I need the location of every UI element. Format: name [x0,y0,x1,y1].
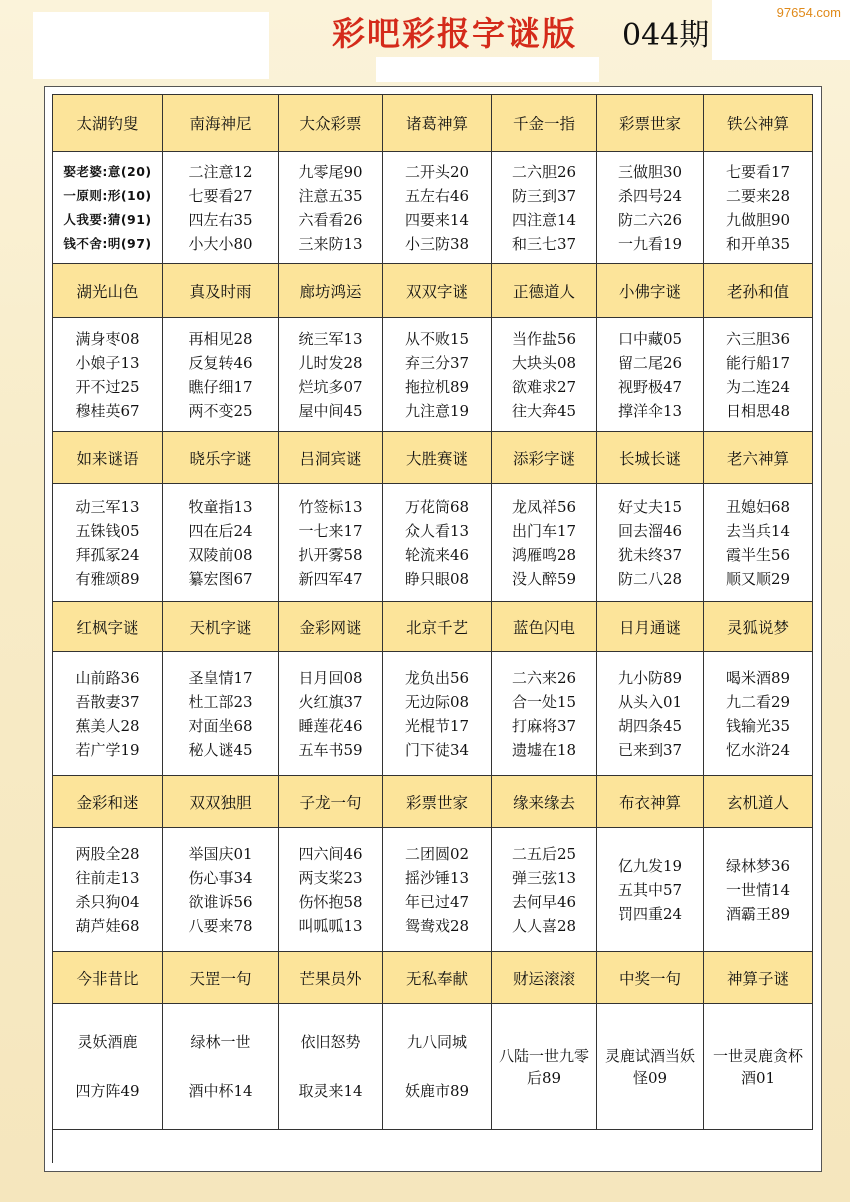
riddle-cell [492,828,597,952]
riddle-cell [597,152,704,264]
riddle-line: 七要看17 [725,162,791,181]
riddle-cell [704,828,813,952]
riddle-line: 五车书59 [298,740,363,759]
column-header: 诸葛神算 [383,95,492,152]
riddle-line: 人人喜28 [511,916,577,935]
riddle-cell [704,318,813,432]
riddle-line: 小大小80 [188,234,253,253]
riddle-line: 龙负出56 [404,668,470,687]
riddle-line: 撑洋伞13 [617,401,683,420]
riddle-line: 穆桂英67 [75,401,140,420]
riddle-line: 秘人谜45 [188,740,253,759]
riddle-line: 日相思48 [725,401,791,420]
riddle-cell [492,652,597,776]
riddle-line: 和三七37 [511,234,577,253]
riddle-cell [597,828,704,952]
column-header: 缘来缘去 [492,776,597,828]
riddle-line: 鸳鸯戏28 [404,916,470,935]
riddle-line: 酒中杯14 [188,1082,253,1100]
riddle-line: 一九看19 [617,234,683,253]
riddle-line: 万花筒68 [404,497,470,516]
column-header: 天机字谜 [163,602,279,652]
riddle-line: 叫呱呱13 [298,916,363,935]
riddle-line: 龙凤祥56 [511,497,577,516]
riddle-cell [279,152,383,264]
column-header: 千金一指 [492,95,597,152]
riddle-line: 二六胆26 [511,162,577,181]
page-title: 彩吧彩报字谜版 [332,14,577,53]
riddle-line: 一世情14 [725,880,791,899]
riddle-line: 打麻将37 [511,716,577,735]
riddle-line: 纂宏图67 [188,569,253,588]
riddle-line: 两不变25 [188,401,253,420]
riddle-line: 小娘子13 [75,353,140,372]
column-header: 彩票世家 [597,95,704,152]
column-header: 正德道人 [492,264,597,318]
riddle-line: 犹未终37 [617,545,683,564]
riddle-line: 八要来78 [188,916,253,935]
riddle-line: 杀只狗04 [75,892,140,911]
riddle-line: 钱输光35 [725,716,791,735]
riddle-cell [492,1004,597,1130]
riddle-line: 烂坑多07 [298,377,363,396]
riddle-line: 已来到37 [617,740,683,759]
riddle-line: 四方阵49 [75,1082,140,1100]
column-header: 金彩和迷 [53,776,163,828]
column-header: 天罡一句 [163,952,279,1004]
riddle-line: 往大奔45 [511,401,577,420]
riddle-line: 弃三分37 [404,353,470,372]
riddle-cell [163,484,279,602]
riddle-line: 二要来28 [725,186,791,205]
riddle-line: 欲难求27 [511,377,577,396]
riddle-line: 为二连24 [725,377,791,396]
riddle-line: 取灵来14 [298,1082,363,1100]
riddle-line: 再相见28 [188,329,253,348]
riddle-cell [597,484,704,602]
riddle-line: 鸿雁鸣28 [511,545,577,564]
riddle-line: 葫芦娃68 [75,916,140,935]
riddle-cell [53,828,163,952]
riddle-line: 三来防13 [298,234,363,253]
riddle-line: 圣皇情17 [188,668,253,687]
riddle-line: 娶老婆:意(20) [63,163,152,179]
riddle-line: 两股全28 [75,844,140,863]
riddle-line: 九做胆90 [725,210,791,229]
riddle-line: 摇沙锤13 [404,868,470,887]
riddle-line: 吾散妻37 [75,692,140,711]
riddle-line: 忆水浒24 [725,740,791,759]
riddle-cell [383,318,492,432]
riddle-line: 小三防38 [404,234,470,253]
riddle-cell [53,318,163,432]
riddle-cell [704,1004,813,1130]
column-header: 南海神尼 [163,95,279,152]
column-header: 双双字谜 [383,264,492,318]
column-header: 如来谜语 [53,432,163,484]
riddle-line: 九二看29 [725,692,791,711]
riddle-line: 出门车17 [511,521,577,540]
riddle-cell [383,152,492,264]
blank-white-box-center [376,57,599,82]
riddle-table [52,94,813,1163]
riddle-cell [163,828,279,952]
riddle-cell [704,652,813,776]
riddle-cell [597,318,704,432]
riddle-line: 门下徒34 [404,740,470,759]
column-header: 小佛字谜 [597,264,704,318]
riddle-line: 去何早46 [511,892,577,911]
riddle-line: 九零尾90 [298,162,363,181]
column-header: 太湖钓叟 [53,95,163,152]
riddle-line: 有雅颂89 [75,569,140,588]
column-header: 无私奉献 [383,952,492,1004]
column-header: 长城长谜 [597,432,704,484]
riddle-cell [163,1004,279,1130]
riddle-line: 防三到37 [511,186,577,205]
riddle-line: 四在后24 [188,521,253,540]
riddle-line: 扒开雾58 [298,545,363,564]
column-header: 晓乐字谜 [163,432,279,484]
riddle-line: 合一处15 [511,692,577,711]
riddle-line: 伤怀抱58 [298,892,363,911]
riddle-line: 钱不舍:明(97) [63,235,152,251]
riddle-cell [383,652,492,776]
riddle-line: 绿林一世 [190,1033,251,1051]
riddle-line: 无边际08 [404,692,470,711]
riddle-line: 三做胆30 [617,162,683,181]
column-header: 真及时雨 [163,264,279,318]
column-header: 添彩字谜 [492,432,597,484]
riddle-line: 若广学19 [75,740,140,759]
column-header: 北京千艺 [383,602,492,652]
riddle-cell [704,152,813,264]
column-header: 老孙和值 [704,264,813,318]
riddle-cell [492,484,597,602]
riddle-line: 屋中间45 [298,401,363,420]
column-header: 今非昔比 [53,952,163,1004]
riddle-line: 九小防89 [617,668,683,687]
column-header: 神算子谜 [704,952,813,1004]
riddle-line: 灵妖酒鹿 [77,1033,138,1051]
riddle-line: 五铢钱05 [75,521,140,540]
riddle-line: 四左右35 [188,210,253,229]
riddle-line: 对面坐68 [188,716,253,735]
column-header: 廊坊鸿运 [279,264,383,318]
riddle-line: 灵鹿试酒当妖怪09 [604,1046,695,1087]
riddle-line: 二注意12 [188,162,253,181]
riddle-cell [597,652,704,776]
riddle-line: 注意五35 [298,186,363,205]
riddle-line: 山前路36 [75,668,140,687]
riddle-line: 防二八28 [617,569,683,588]
riddle-line: 喝米酒89 [725,668,791,687]
riddle-cell [163,652,279,776]
riddle-line: 当作盐56 [511,329,577,348]
riddle-cell [279,1004,383,1130]
riddle-line: 一七来17 [298,521,363,540]
riddle-line: 和开单35 [725,234,791,253]
riddle-line: 二六来26 [511,668,577,687]
column-header: 蓝色闪电 [492,602,597,652]
riddle-cell [383,1004,492,1130]
column-header: 财运滚滚 [492,952,597,1004]
riddle-line: 六三胆36 [725,329,791,348]
riddle-line: 九八同城 [406,1033,467,1051]
riddle-line: 轮流来46 [404,545,470,564]
riddle-line: 九注意19 [404,401,470,420]
riddle-line: 二团圆02 [404,844,470,863]
riddle-line: 五其中57 [617,880,683,899]
riddle-line: 从不败15 [404,329,470,348]
riddle-line: 儿时发28 [298,353,363,372]
riddle-line: 杀四号24 [617,186,683,205]
riddle-line: 回去溜46 [617,521,683,540]
riddle-cell [53,152,163,264]
riddle-line: 伤心事34 [188,868,253,887]
column-header: 大众彩票 [279,95,383,152]
riddle-cell [704,484,813,602]
riddle-cell [163,152,279,264]
riddle-cell [53,1004,163,1130]
riddle-line: 开不过25 [75,377,140,396]
riddle-line: 蕉美人28 [75,716,140,735]
riddle-line: 人我要:猜(91) [63,211,152,227]
riddle-line: 五左右46 [404,186,470,205]
column-header: 湖光山色 [53,264,163,318]
riddle-line: 丑媳妇68 [725,497,791,516]
column-header: 红枫字谜 [53,602,163,652]
riddle-line: 新四军47 [298,569,363,588]
riddle-line: 拖拉机89 [404,377,470,396]
riddle-line: 弹三弦13 [511,868,577,887]
riddle-line: 胡四条45 [617,716,683,735]
riddle-line: 大块头08 [511,353,577,372]
riddle-cell [492,318,597,432]
riddle-line: 口中藏05 [617,329,683,348]
column-header: 芒果员外 [279,952,383,1004]
riddle-line: 一世灵鹿贪杯酒01 [712,1046,803,1087]
riddle-cell [279,828,383,952]
riddle-line: 双陵前08 [188,545,253,564]
riddle-cell [163,318,279,432]
riddle-line: 妖鹿市89 [404,1082,470,1100]
riddle-line: 瞧仔细17 [188,377,253,396]
riddle-line: 去当兵14 [725,521,791,540]
riddle-cell [597,1004,704,1130]
column-header: 玄机道人 [704,776,813,828]
riddle-line: 遗墟在18 [511,740,577,759]
riddle-line: 年已过47 [404,892,470,911]
riddle-line: 举国庆01 [188,844,253,863]
riddle-line: 两支桨23 [298,868,363,887]
riddle-line: 杜工部23 [188,692,253,711]
riddle-line: 罚四重24 [617,904,683,923]
riddle-line: 火红旗37 [298,692,363,711]
riddle-cell [53,484,163,602]
riddle-line: 霞半生56 [725,545,791,564]
riddle-line: 六看看26 [298,210,363,229]
riddle-cell [53,652,163,776]
site-watermark[interactable]: 97654.com [774,4,844,21]
riddle-line: 二开头20 [404,162,470,181]
column-header: 日月通谜 [597,602,704,652]
riddle-line: 睁只眼08 [404,569,470,588]
riddle-line: 七要看27 [188,186,253,205]
column-header: 铁公神算 [704,95,813,152]
riddle-line: 满身枣08 [75,329,140,348]
riddle-line: 反复转46 [188,353,253,372]
riddle-line: 竹签标13 [298,497,363,516]
riddle-cell [492,152,597,264]
riddle-line: 留二尾26 [617,353,683,372]
riddle-cell [279,484,383,602]
riddle-line: 依旧怒势 [300,1033,361,1051]
column-header: 大胜赛谜 [383,432,492,484]
column-header: 灵狐说梦 [704,602,813,652]
column-header: 吕洞宾谜 [279,432,383,484]
riddle-cell [279,318,383,432]
riddle-line: 从头入01 [617,692,683,711]
riddle-line: 拜孤冢24 [75,545,140,564]
column-header: 中奖一句 [597,952,704,1004]
column-header: 双双独胆 [163,776,279,828]
issue-number: 044期 [622,18,710,53]
riddle-line: 顺又顺29 [725,569,791,588]
column-header: 彩票世家 [383,776,492,828]
riddle-line: 日月回08 [298,668,363,687]
riddle-line: 光棍节17 [404,716,470,735]
riddle-line: 四注意14 [511,210,577,229]
riddle-line: 视野极47 [617,377,683,396]
riddle-cell [383,484,492,602]
riddle-line: 统三军13 [298,329,363,348]
riddle-line: 众人看13 [404,521,470,540]
riddle-line: 防二六26 [617,210,683,229]
riddle-line: 牧童指13 [188,497,253,516]
riddle-line: 没人醉59 [511,569,577,588]
riddle-line: 动三军13 [75,497,140,516]
riddle-line: 四六间46 [298,844,363,863]
riddle-line: 好丈夫15 [617,497,683,516]
riddle-line: 二五后25 [511,844,577,863]
riddle-line: 往前走13 [75,868,140,887]
riddle-line: 四要来14 [404,210,470,229]
riddle-line: 八陆一世九零后89 [498,1046,589,1087]
column-header: 子龙一句 [279,776,383,828]
riddle-line: 一原则:形(10) [63,187,152,203]
column-header: 布衣神算 [597,776,704,828]
riddle-line: 酒霸王89 [725,904,791,923]
column-header: 金彩网谜 [279,602,383,652]
riddle-line: 绿林梦36 [725,856,791,875]
riddle-line: 亿九发19 [617,856,683,875]
riddle-line: 能行船17 [725,353,791,372]
blank-white-box-left [33,12,269,79]
riddle-cell [383,828,492,952]
riddle-line: 欲谁诉56 [188,892,253,911]
column-header: 老六神算 [704,432,813,484]
riddle-cell [279,652,383,776]
riddle-line: 睡莲花46 [298,716,363,735]
